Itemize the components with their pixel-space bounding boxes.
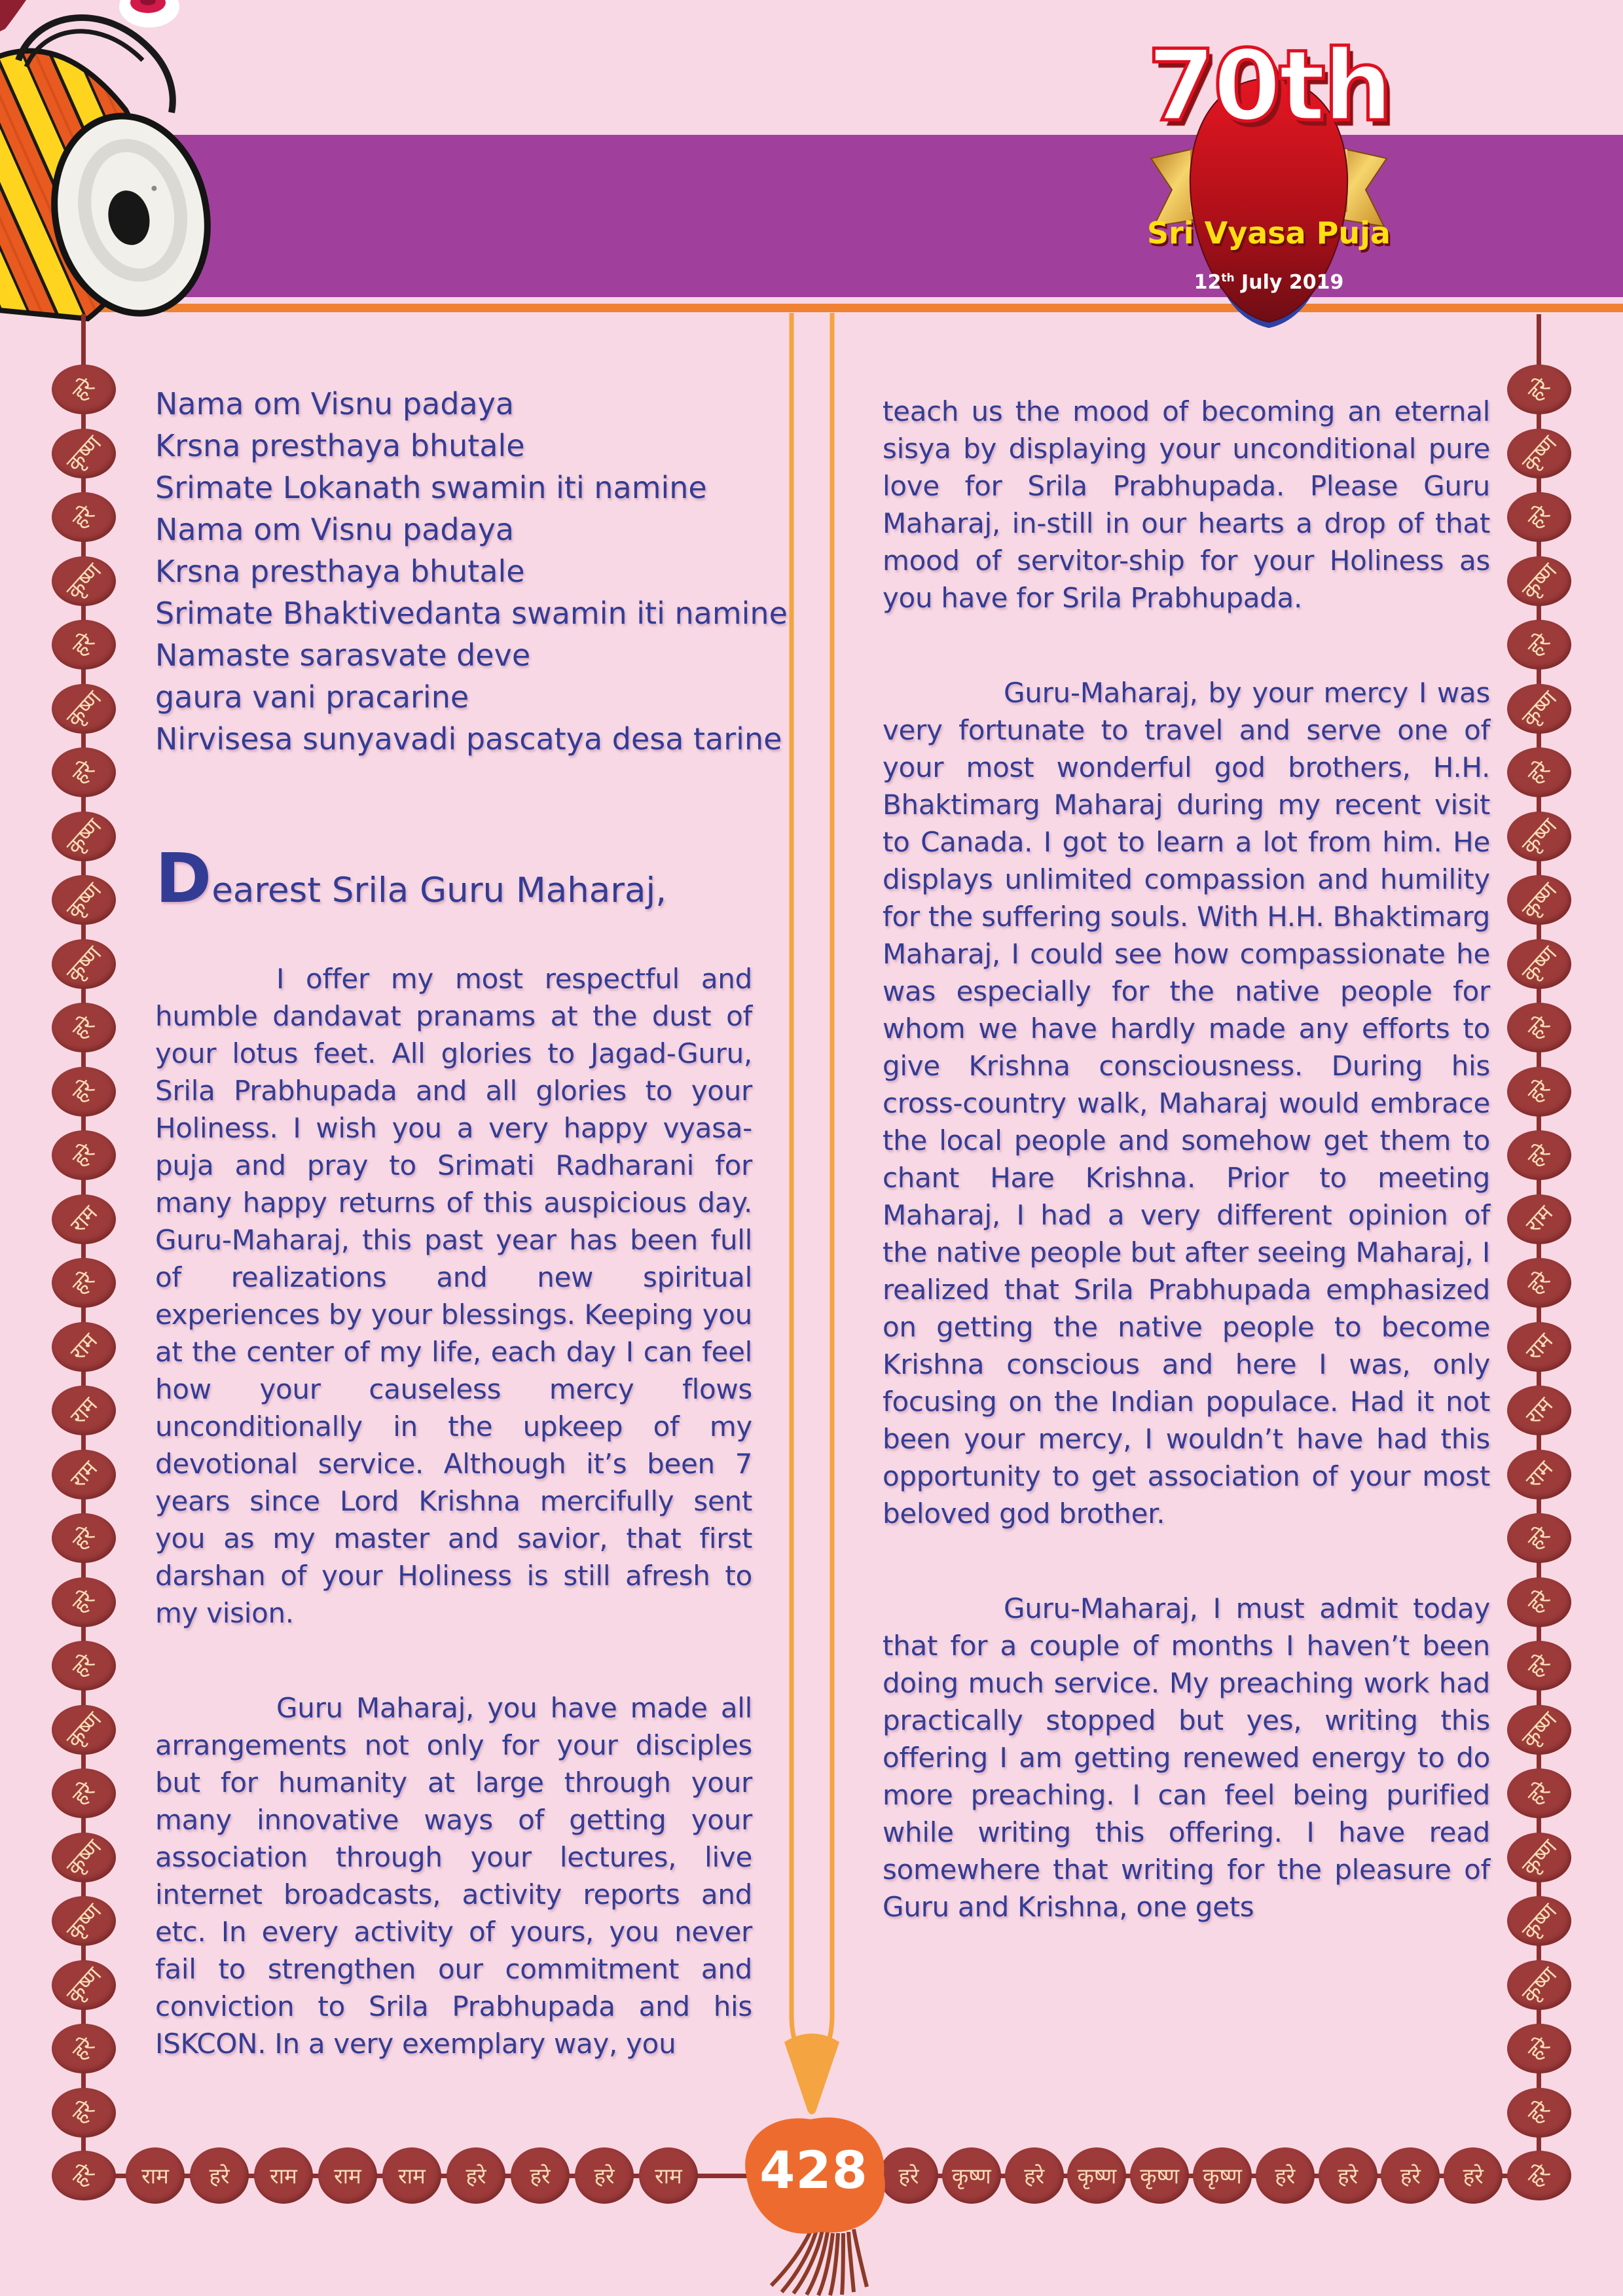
mantra-bead (52, 1960, 116, 2010)
letter-paragraph: teach us the mood of becoming an eternal sisya by displaying your unconditional pure love for Srila Prabhupada. Please Guru Maharaj, in-still in our hearts a drop of that mood of servitor-ship for your Holiness as you have for Srila Prabhupada. (883, 395, 1490, 614)
mantra-bead-label: कृष्ण (1516, 1897, 1562, 1945)
mantra-bead (1507, 1067, 1571, 1117)
invocation-line: gaura vani pracarine (155, 679, 469, 715)
mantra-bead-label: हरे (67, 1777, 100, 1810)
mantra-bead (52, 1386, 116, 1435)
mantra-bead (1507, 1641, 1571, 1691)
mantra-bead-label: हरे (1024, 2162, 1045, 2189)
mantra-bead (1005, 2147, 1064, 2204)
mantra-bead-label: हरे (67, 501, 100, 533)
mantra-bead (318, 2147, 377, 2204)
mantra-bead (1507, 2151, 1571, 2200)
mantra-bead (52, 1450, 116, 1499)
mantra-bead (382, 2147, 441, 2204)
tassel (771, 2225, 867, 2295)
mantra-bead (1507, 492, 1571, 542)
mantra-bead (1507, 1130, 1571, 1180)
salutation: Dearest Srila Guru Maharaj, (155, 838, 667, 918)
mantra-bead (1507, 1960, 1571, 2010)
mantra-bead (1507, 939, 1571, 989)
mantra-bead (52, 684, 116, 734)
mantra-bead-label: राम (1520, 1455, 1558, 1494)
mantra-bead-label: कृष्ण (61, 1897, 107, 1945)
mantra-bead (1507, 1194, 1571, 1244)
mantra-bead (52, 1194, 116, 1244)
mantra-bead-label: राम (65, 1391, 103, 1429)
right-text-column (883, 393, 1490, 1926)
mantra-bead (52, 1067, 116, 1117)
mantra-bead-label: कृष्ण (1516, 558, 1562, 604)
invocation-line: Srimate Lokanath swamin iti namine (155, 470, 707, 505)
mantra-bead-label: कृष्ण (61, 876, 107, 924)
flower-detail (119, 0, 179, 27)
mantra-bead (1507, 1322, 1571, 1372)
mantra-bead (1130, 2147, 1189, 2204)
mantra-bead (52, 1322, 116, 1372)
mantra-bead-label: हरे (1338, 2162, 1359, 2189)
mantra-bead (52, 939, 116, 989)
letter-paragraph: Guru Maharaj, you have made all arrangements not only for your disciples but for humanity at large through your many innovative ways of getting your association through your lectures, live internet broadcasts, activity reports and etc. In every activity of yours, you never fail to strengthen our commitment and conviction to Srila Prabhupada and his ISKCON. In a very exemplary way, you (155, 1692, 752, 2060)
mantra-bead-label: कृष्ण (1203, 2162, 1242, 2189)
mantra-bead-label: हरे (1523, 1075, 1556, 1108)
mantra-bead (52, 875, 116, 925)
mantra-bead-label: हरे (1523, 501, 1556, 533)
mantra-bead-label: हरे (67, 2032, 100, 2065)
mantra-bead-label: हरे (594, 2162, 615, 2189)
mantra-bead-label: हरे (1523, 1585, 1556, 1619)
mantra-bead (1507, 429, 1571, 478)
letter-paragraph: Guru-Maharaj, I must admit today that for a couple of months I haven’t been doing much service. My preaching work had practically stopped but yes, writing this offering I am getting renewed energy to do more preaching. I can feel being purified while writing this offering. I have read somewhere that writing for the pleasure of Guru and Krishna, one gets (883, 1592, 1490, 1923)
mantra-bead-label: राम (270, 2162, 297, 2189)
mantra-bead-label: हरे (67, 628, 100, 661)
mantra-bead-label: हरे (1523, 373, 1556, 406)
mantra-bead-label: हरे (67, 1522, 100, 1554)
mantra-bead-label: हरे (67, 2096, 100, 2129)
mantra-bead (126, 2147, 185, 2204)
mantra-bead (1507, 2024, 1571, 2073)
corner-fringe (0, 0, 26, 31)
mantra-bead (1507, 1386, 1571, 1435)
mantra-bead-label: हरे (1523, 1777, 1556, 1810)
mantra-bead-label: हरे (209, 2162, 230, 2189)
mantra-bead-label: हरे (67, 2159, 100, 2192)
mantra-bead (52, 1705, 116, 1755)
mantra-bead (52, 492, 116, 542)
mantra-bead-label: कृष्ण (61, 430, 107, 476)
mantra-bead-label: राम (65, 1200, 103, 1238)
mantra-bead-label: हरे (67, 373, 100, 406)
mantra-bead (1507, 1705, 1571, 1755)
letter-paragraph: I offer my most respectful and humble dandavat pranams at the dust of your lotus feet. All glories to Jagad-Guru, Srila Prabhupada and all glories to your Holiness. I wish you a very happy vyasa-puja and pray to Srimati Radharani for many happy returns of this auspicious day. Guru-Maharaj, this past year has been full of realizations and new spiritual experiences by your blessings. Keeping you at the center of my life, each day I can feel how your causeless mercy flows unconditionally in the upkeep of my devotional service. Although it’s been 7 years since Lord Krishna mercifully sent you as my master and savior, that first darshan of your Holiness is still afresh to my vision. (155, 963, 752, 1629)
mantra-bead (52, 2151, 116, 2200)
invocation-line: Srimate Bhaktivedanta swamin iti namine (155, 596, 788, 631)
mantra-bead (1507, 1833, 1571, 1882)
mantra-bead-label: राम (655, 2162, 682, 2189)
mantra-bead-label: हरे (1523, 1011, 1556, 1044)
mantra-bead (52, 1003, 116, 1052)
mantra-bead-label: कृष्ण (61, 1706, 107, 1753)
mantra-bead (639, 2147, 698, 2204)
badge-subtitle: Sri Vyasa Puja (1147, 215, 1391, 251)
mantra-bead (52, 1768, 116, 1818)
mantra-bead-label: राम (65, 1327, 103, 1366)
mantra-bead (1507, 365, 1571, 414)
mantra-bead (52, 620, 116, 670)
mantra-bead (52, 1641, 116, 1691)
mantra-bead-label: कृष्ण (61, 558, 107, 604)
mantra-bead (1507, 1258, 1571, 1308)
mantra-bead (1507, 1003, 1571, 1052)
column-divider-pen (779, 313, 845, 2126)
mantra-bead (511, 2147, 570, 2204)
invocation-line: Krsna presthaya bhutale (155, 554, 525, 589)
mantra-bead (1507, 620, 1571, 670)
mantra-bead-label: कृष्ण (61, 1834, 107, 1880)
mantra-bead-label: हरे (1523, 628, 1556, 661)
page-number-ornament (719, 2085, 909, 2296)
mantra-bead-label: हरे (1523, 2159, 1556, 2192)
mantra-bead-label: हरे (898, 2162, 919, 2189)
mantra-bead-label: हरे (1523, 2096, 1556, 2129)
invocation-line: Nama om Visnu padaya (155, 386, 515, 422)
mantra-bead (1319, 2147, 1377, 2204)
mantra-bead (1507, 1450, 1571, 1499)
mantra-bead (52, 556, 116, 606)
mantra-bead (1256, 2147, 1315, 2204)
anniversary-badge (1144, 18, 1393, 346)
mantra-bead (52, 812, 116, 861)
mantra-bead-label: हरे (1463, 2162, 1484, 2189)
mantra-bead-label: हरे (1523, 756, 1556, 789)
mantra-bead (1067, 2147, 1126, 2204)
mantra-bead-label: हरे (67, 1011, 100, 1044)
mantra-bead (52, 1896, 116, 1946)
mantra-bead-label: कृष्ण (1516, 1706, 1562, 1753)
dropcap: D (155, 838, 212, 918)
mantra-bead-label: कृष्ण (1516, 685, 1562, 732)
badge-title: 70th (1147, 29, 1391, 143)
mantra-bead-label: राम (398, 2162, 426, 2189)
mantra-bead (1381, 2147, 1440, 2204)
mantra-bead (1507, 747, 1571, 797)
mantra-bead-label: राम (1520, 1391, 1558, 1429)
page-number: 428 (759, 2142, 868, 2200)
mantra-bead-label: हरे (1523, 1139, 1556, 1172)
mantra-bead (52, 1513, 116, 1563)
mantra-bead-label: राम (1520, 1327, 1558, 1366)
mantra-bead-label: हरे (1523, 1649, 1556, 1682)
invocation-line: Nirvisesa sunyavadi pascatya desa tarine (155, 721, 782, 757)
mantra-bead-label: हरे (67, 1075, 100, 1108)
mantra-bead (52, 1130, 116, 1180)
mantra-bead-label: कृष्ण (1516, 1834, 1562, 1880)
mantra-bead-label: हरे (67, 1585, 100, 1619)
mantra-bead-label: हरे (67, 1649, 100, 1682)
mantra-bead-label: राम (334, 2162, 361, 2189)
invocation-line: Krsna presthaya bhutale (155, 428, 525, 463)
badge-date: 12th July 2019 (1194, 271, 1344, 294)
mantra-bead-label: राम (141, 2162, 169, 2189)
mantra-bead (942, 2147, 1001, 2204)
invocation-line: Namaste sarasvate deve (155, 637, 531, 673)
mantra-bead (1507, 812, 1571, 861)
mantra-bead (52, 365, 116, 414)
mantra-bead (1507, 1768, 1571, 1818)
mantra-bead-label: कृष्ण (951, 2162, 991, 2189)
letter-paragraph: Guru-Maharaj, by your mercy I was very fortunate to travel and serve one of your most wonderful god brothers, H.H. Bhaktimarg Maharaj during my recent visit to Canada. I got to learn a lot from him. He displays unlimited compassion and humility for the suffering souls. With H.H. Bhaktimarg Maharaj, I could see how compassionate he was especially for the native people for whom we have hardly made any efforts to give Krishna consciousness. During his cross-country walk, Maharaj would embrace the local people and somehow get them to chant Hare Krishna. Prior to meeting Maharaj, I had a very different opinion of the native people but after seeing Maharaj, I realized that Srila Prabhupada emphasized on getting the native people to become Krishna conscious and here I was, only focusing on the Indian populace. Had it not been your mercy, I wouldn’t have had this opportunity to get association of your most beloved god brother. (883, 677, 1490, 1530)
mantra-bead-label: हरे (1523, 2032, 1556, 2065)
mantra-bead (1444, 2147, 1503, 2204)
mantra-bead-label: हरे (1275, 2162, 1296, 2189)
mantra-bead-label: कृष्ण (1516, 813, 1562, 859)
mantra-bead (52, 1258, 116, 1308)
mantra-bead-label: कृष्ण (1516, 1962, 1562, 2008)
mantra-bead-label: हरे (465, 2162, 486, 2189)
mantra-bead-label: कृष्ण (61, 1962, 107, 2008)
mantra-bead (52, 2088, 116, 2138)
mantra-bead (1507, 684, 1571, 734)
mantra-bead-label: राम (1520, 1200, 1558, 1238)
mantra-bead (1507, 556, 1571, 606)
mantra-bead (1507, 2088, 1571, 2138)
invocation-verse (155, 383, 788, 760)
mantra-bead-label: कृष्ण (1516, 430, 1562, 476)
mantra-bead (575, 2147, 634, 2204)
mantra-bead (52, 1833, 116, 1882)
left-text-column (155, 383, 788, 2062)
mantra-bead-label: कृष्ण (1516, 876, 1562, 924)
mantra-bead-label: हरे (67, 1266, 100, 1299)
mantra-bead-label: हरे (1523, 1266, 1556, 1299)
mantra-bead (1507, 875, 1571, 925)
mantra-bead-label: हरे (67, 1139, 100, 1172)
invocation-line: Nama om Visnu padaya (155, 512, 515, 547)
mantra-bead (1193, 2147, 1252, 2204)
mantra-bead-label: कृष्ण (1077, 2162, 1117, 2189)
mantra-bead (52, 429, 116, 478)
mantra-bead (190, 2147, 249, 2204)
mantra-bead-label: हरे (1523, 1522, 1556, 1554)
mantra-bead (254, 2147, 313, 2204)
mantra-bead (52, 1577, 116, 1627)
mantra-bead-label: हरे (530, 2162, 551, 2189)
mantra-bead (1507, 1513, 1571, 1563)
mantra-bead-label: कृष्ण (1140, 2162, 1180, 2189)
mantra-bead (52, 2024, 116, 2073)
mantra-bead (1507, 1577, 1571, 1627)
mantra-bead (52, 747, 116, 797)
mantra-bead (447, 2147, 505, 2204)
mantra-bead-label: हरे (1400, 2162, 1421, 2189)
mantra-bead-label: कृष्ण (61, 813, 107, 859)
mantra-bead-label: राम (65, 1455, 103, 1494)
mantra-bead-label: कृष्ण (61, 685, 107, 732)
mantra-bead (1507, 1896, 1571, 1946)
mantra-bead-label: हरे (67, 756, 100, 789)
mridanga-drum-illustration (0, 0, 314, 335)
mantra-bead-label: कृष्ण (61, 941, 107, 987)
mantra-bead-label: कृष्ण (1516, 941, 1562, 987)
